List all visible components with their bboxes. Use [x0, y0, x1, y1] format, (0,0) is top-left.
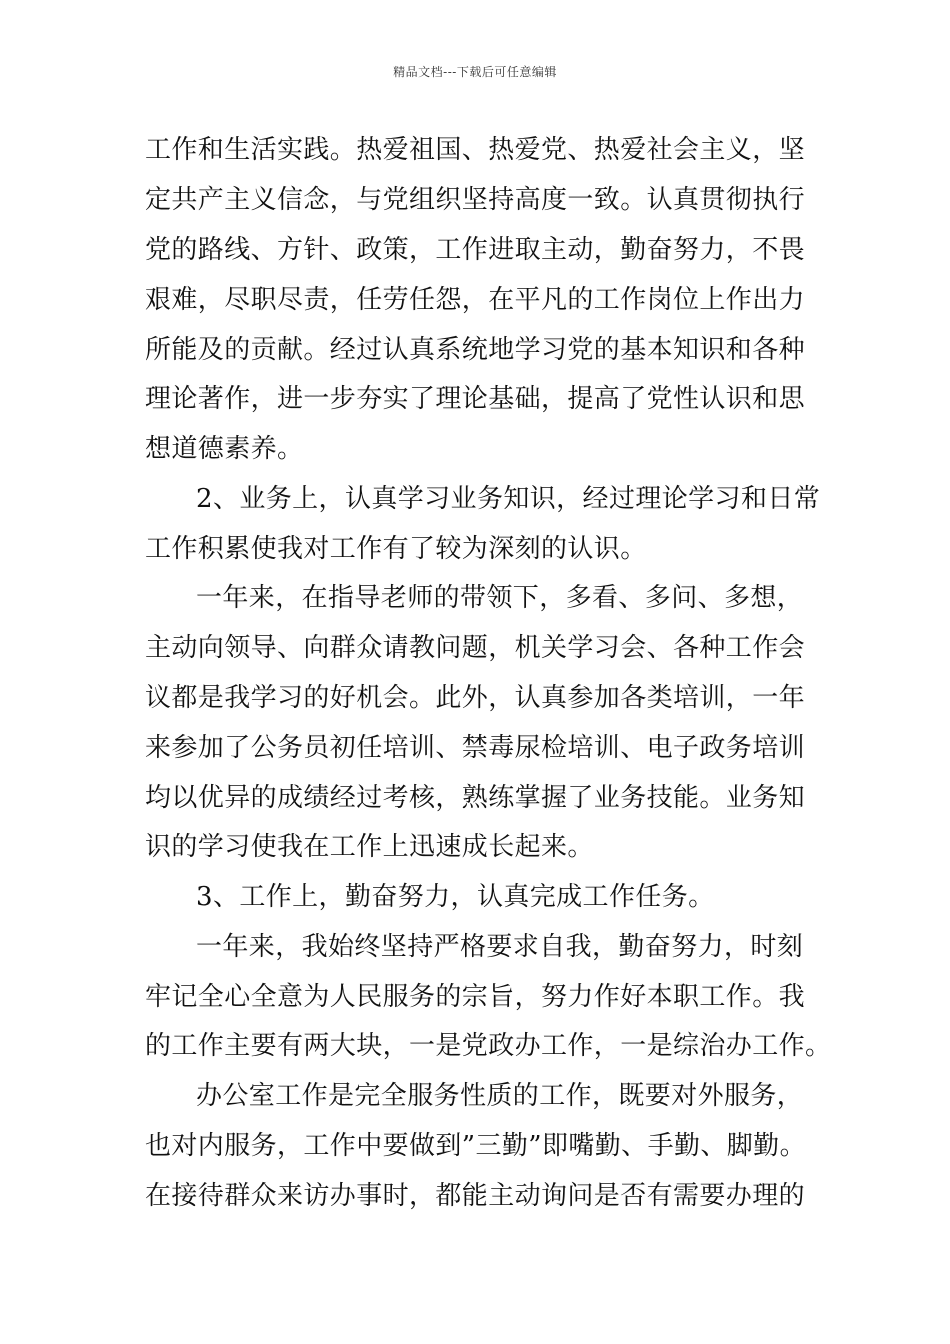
text-line: 工作和生活实践。热爱祖国、热爱党、热爱社会主义，坚 [145, 135, 806, 165]
text-line: 所能及的贡献。经过认真系统地学习党的基本知识和各种 [145, 335, 806, 365]
text-line: 牢记全心全意为人民服务的宗旨，努力作好本职工作。我 [145, 982, 806, 1012]
text-line: 理论著作，进一步夯实了理论基础，提高了党性认识和思 [145, 384, 806, 414]
text-line: 工作积累使我对工作有了较为深刻的认识。 [145, 534, 647, 564]
text-line: 3、工作上，勤奋努力，认真完成工作任务。 [196, 882, 715, 912]
text-line: 在接待群众来访办事时，都能主动询问是否有需要办理的 [145, 1181, 806, 1211]
text-line: 议都是我学习的好机会。此外，认真参加各类培训，一年 [145, 683, 806, 713]
text-line: 的工作主要有两大块，一是党政办工作，一是综治办工作。 [145, 1031, 832, 1061]
text-line: 一年来，我始终坚持严格要求自我，勤奋努力，时刻 [196, 932, 804, 962]
text-line: 党的路线、方针、政策，工作进取主动，勤奋努力，不畏 [145, 235, 806, 265]
text-line: 艰难，尽职尽责，任劳任怨，在平凡的工作岗位上作出力 [145, 285, 806, 315]
text-line: 2、业务上，认真学习业务知识，经过理论学习和日常 [196, 484, 821, 514]
text-line: 想道德素养。 [145, 434, 304, 464]
text-line: 来参加了公务员初任培训、禁毒尿检培训、电子政务培训 [145, 733, 806, 763]
text-line: 均以优异的成绩经过考核，熟练掌握了业务技能。业务知 [145, 783, 806, 813]
text-line: 定共产主义信念，与党组织坚持高度一致。认真贯彻执行 [145, 185, 806, 215]
text-line: 办公室工作是完全服务性质的工作，既要对外服务， [196, 1081, 804, 1111]
text-line: 识的学习使我在工作上迅速成长起来。 [145, 832, 594, 862]
text-line: 也对内服务，工作中要做到”三勤”即嘴勤、手勤、脚勤。 [145, 1131, 806, 1161]
text-line: 一年来，在指导老师的带领下，多看、多问、多想， [196, 583, 804, 613]
page-header: 精品文档---下载后可任意编辑 [393, 65, 557, 79]
text-line: 主动向领导、向群众请教问题，机关学习会、各种工作会 [145, 633, 806, 663]
